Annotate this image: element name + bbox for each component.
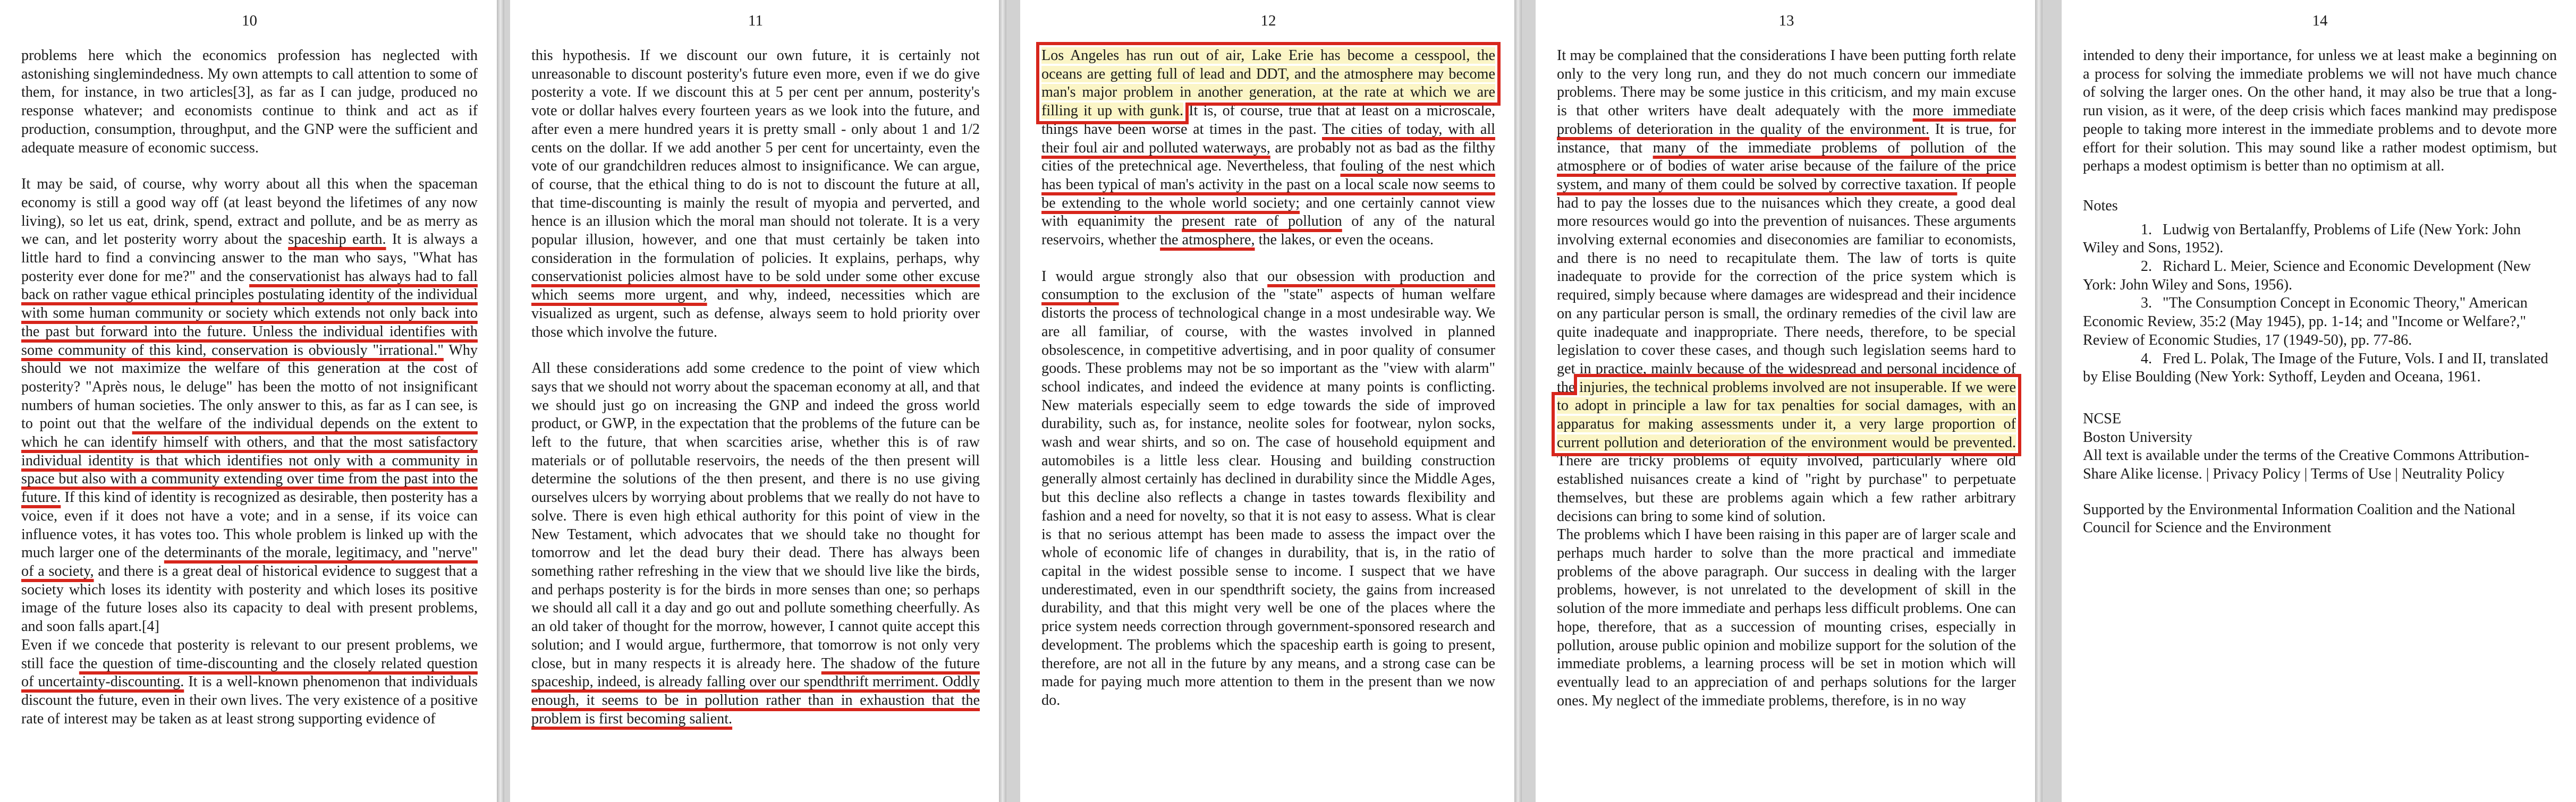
note-text: Ludwig von Bertalanffy, Problems of Life (New York: John Wiley and Sons, 1952). xyxy=(2083,221,2521,257)
note-text: Richard L. Meier, Science and Economic Development (New York: John Wiley and Sons, 1956). xyxy=(2083,258,2531,293)
underlined-phrase: conservationist policies almost have to be sold under some other excuse which seems more urgent, xyxy=(531,268,980,304)
notes-list xyxy=(2083,221,2557,387)
underlined-phrase: present rate of pollution xyxy=(1182,213,1342,230)
page-number: 10 xyxy=(242,12,257,29)
note-item xyxy=(2083,350,2557,387)
paragraph: problems here which the economics profession has neglected with astonishing singlemindedness. My own attempts to call attention to some of them, for instance, in two articles[3], as far as I can judge, produced no response whatever; and economists continue to think and act as if production, consumption, throughput, and the GNP were the sufficient and adequate measure of economic success. xyxy=(21,47,478,156)
note-text: "The Consumption Concept in Economic Theory," American Economic Review, 35:2 (May 1945), pp. 1-14; and "Income or Welfare?," Review of Economic Studies, 17 (1949-50), pp. 77-86. xyxy=(2083,295,2528,348)
paragraph-remainder: It is, of course, true that at least on a microscale, things have been worse at times in the past. The cities of today, with all their foul air and polluted waterways, are probably not as bad as the filthy cities of the pretechnical age. Nevertheless, that fouling of the nest which has been typical of man's activity in the past on a local scale now seems to be extending to the whole world society; and one certainly cannot view with equanimity the present rate of pollution of any of the natural reservoirs, whether the atmosphere, the lakes, or even the oceans. xyxy=(1041,103,1496,249)
underlined-phrase: The shadow of the future spaceship, indeed, is already falling over our spendthrift merriment. Oddly enough, it seems to be in pollution rather than in exhaustion that the problem is first becoming salient. xyxy=(531,655,980,727)
underlined-phrase: the question of time-discounting and the closely related question of uncertainty-discounting. xyxy=(21,655,478,690)
underlined-phrase: many of the immediate problems of pollution of the atmosphere or of bodies of water arise because of the failure of the price system, and many of them could be solved by corrective taxation. xyxy=(1557,139,2016,193)
footer-org: NCSE xyxy=(2083,410,2122,427)
paragraph: intended to deny their importance, for unless we at least make a beginning on a process for solving the immediate problems we will not have much chance of solving the larger ones. On the other hand, it may also be true that a long-run vision, as it were, of the deep crisis which faces mankind may predispose people to taking more interest in the immediate problems and to devote more effort for their solution. This may sound like a rather modest optimism, but perhaps a modest optimism is better than no optimism at all. xyxy=(2083,47,2557,175)
page-14 xyxy=(2062,0,2576,802)
page-number: 11 xyxy=(748,12,763,29)
note-number: 3. xyxy=(2140,295,2152,312)
note-number: 2. xyxy=(2140,258,2152,275)
footer-license: All text is available under the terms of the Creative Commons Attribution-Share Alike license. | Privacy Policy | Terms of Use | Neutrality Policy xyxy=(2083,447,2529,483)
underlined-phrase: conservationist has always had to fall back on rather vague ethical principles postulating identity of the individual with some human community or society which extends not only back into the past but forward into the future. Unless the individual identifies with some community of this kind, conservation is obviously "irrational." xyxy=(21,268,478,359)
highlighted-passage: injuries, the technical problems involved are not insuperable. If we were to adopt in principle a law for tax penalties for social damages, with an apparatus for making assessments under it, a very large proportion of current pollution and deterioration of the environment would be prevented. xyxy=(1557,379,2016,451)
paragraph-annotated: this hypothesis. If we discount our own future, it is certainly not unreasonable to discount posterity's future even more, even if we do give posterity a vote. If we discount this at 5 per cent per annum, posterity's vote or dollar halves every fourteen years as we look into the future, and after even a mere hundred years it is pretty small - only about 1 and 1/2 cents on the dollar. If we add another 5 per cent for uncertainty, even the vote of our grandchildren reduces almost to insignificance. We can argue, of course, that the ethical thing to do is not to discount the future at all, that time-discounting is mainly the result of myopia and perverted, and hence is an illusion which the moral man should not tolerate. It is a very popular illusion, however, and one that must certainly be taken into consideration in the formulation of policies. It explains, perhaps, why conservationist policies almost have to be sold under some other excuse which seems more urgent, and why, indeed, necessities which are visualized as urgent, such as defense, always seem to hold priority over those which involve the future. xyxy=(531,47,980,340)
note-item xyxy=(2083,221,2557,258)
paragraph-segment: It may be complained that the considerations I have been putting forth relate only to the very long run, and they do not much concern our immediate problems. There may be some justice in this criticism, and my main excuse is that other writers have dealt adequately with the more immediate problems of deterioration in the quality of the environment. It is true, for instance, that many of the immediate problems of pollution of the atmosphere or of bodies of water arise because of the failure of the price system, and many of them could be solved by corrective taxation. If people had to pay the losses due to the nuisances which they create, a good deal more resources would go into the prevention of nuisances. These arguments involving external economies and diseconomies are familiar to economists, and there is no need to recapitulate them. The law of torts is quite inadequate to provide for the correction of the price system which is required, simply because where damages are widespread and their incidence on any particular person is small, the ordinary remedies of the civil law are quite inadequate and inappropriate. There needs, therefore, to be special legislation to cover these cases, and though such legislation seems hard to get in practice, mainly because of the widespread and personal incidence of the xyxy=(1557,47,2016,396)
footer-university: Boston University xyxy=(2083,429,2192,446)
page-10 xyxy=(0,0,497,802)
underlined-phrase: determinants of the morale, legitimacy, and "nerve" of a society, xyxy=(21,544,478,579)
underlined-phrase: The cities of today, with all their foul air and polluted waterways, xyxy=(1041,121,1495,156)
footer-support: Supported by the Environmental Information Coalition and the National Council for Science and the Environment xyxy=(2083,501,2516,536)
note-text: Fred L. Polak, The Image of the Future, Vols. I and II, translated by Elise Boulding (New York: Sythoff, Leyden and Oceana, 1961. xyxy=(2083,350,2548,386)
note-number: 4. xyxy=(2140,350,2152,367)
underlined-phrase: fouling of the nest which has been typical of man's activity in the past on a local scale now seems to be extending to the whole world society; xyxy=(1041,158,1496,211)
page-12 xyxy=(1020,0,1514,802)
note-item xyxy=(2083,258,2557,294)
paragraph-annotated: It may be said, of course, why worry about all this when the spaceman economy is still a good way off (at least beyond the lifetimes of any now living), so let us eat, drink, spend, extract and pollute, and be as merry as we can, and let posterity worry about the spaceship earth. It is always a little hard to find a convincing answer to the man who says, "What has posterity ever done for me?" and the conservationist has always had to fall back on rather vague ethical principles postulating identity of the individual with some human community or society which extends not only back into the past but forward into the future. Unless the individual identifies with some community of this kind, conservation is obviously "irrational." Why should we not maximize the welfare of this generation at the cost of posterity? "Après nous, le deluge" has been the motto of not insignificant numbers of human societies. The only answer to this, as far as I can see, is to point out that the welfare of the individual depends on the extent to which he can identify himself with others, and that the most satisfactory individual identity is that which identifies not only with a community in space but also with a community extending over time from the past into the future. If this kind of identity is recognized as desirable, then posterity has a voice, even if it does not have a vote; and in a sense, if its voice can influence votes, it has votes too. This whole problem is linked up with the much larger one of the determinants of the morale, legitimacy, and "nerve" of a society, and there is a great deal of historical evidence to suggest that a society which loses its identity with posterity and which loses its positive image of the future loses also its capacity to deal with present problems, and soon falls apart.[4] xyxy=(21,176,478,635)
page-gutter xyxy=(497,0,504,802)
page-gutter xyxy=(2035,0,2043,802)
page-gutter xyxy=(1514,0,1522,802)
underlined-phrase: the welfare of the individual depends on the extent to which he can identify himself with others, and that the most satisfactory individual identity is that which identifies not only with a community in space but also with a community extending over time from the past into the future. xyxy=(21,415,478,506)
page-13 xyxy=(1536,0,2035,802)
underlined-phrase: the atmosphere, xyxy=(1160,232,1255,249)
page-footer xyxy=(2083,410,2557,537)
paragraph-annotated: All these considerations add some credence to the point of view which says that we should not worry about the spaceman economy at all, and that we should just go on increasing the GNP and indeed the gross world product, or GWP, in the expectation that the problems of the future can be left to the future, that when scarcities arise, whether this is of raw materials or of pollutable reservoirs, the needs of the then present will determine the solutions of the then present, and there is no use giving ourselves ulcers by worrying about problems that we really do not have to solve. There is even high ethical authority for this point of view in the New Testament, which advocates that we should take no thought for tomorrow and let the dead bury their dead. There has always been something rather refreshing in the view that we should live like the birds, and perhaps posterity is for the birds in more senses than one; so perhaps we should all call it a day and go out and pollute something cheerfully. As an old taker of thought for the morrow, however, I cannot quite accept this solution; and I would argue, furthermore, that tomorrow is not only very close, but in many respects it is already here. The shadow of the future spaceship, indeed, is already falling over our spendthrift merriment. Oddly enough, it seems to be in pollution rather than in exhaustion that the problem is first becoming salient. xyxy=(531,360,980,727)
paragraph: The problems which I have been raising in this paper are of larger scale and perhaps much harder to solve than the more practical and immediate problems of the above paragraph. Our success in dealing with the larger problems, however, is not unrelated to the development of skill in the solution of the more immediate and perhaps less difficult problems. One can hope, therefore, that as a succession of mounting crises, especially in pollution, arouse public opinion and mobilize support for the solution of the immediate problems, a learning process will be set in motion which will eventually lead to an appreciation of and perhaps solutions for the larger ones. My neglect of the immediate problems, therefore, is in no way xyxy=(1557,526,2016,709)
page-gutter xyxy=(999,0,1006,802)
page-number: 13 xyxy=(1778,12,1794,29)
note-number: 1. xyxy=(2140,221,2152,238)
underlined-phrase: more immediate problems of deterioration in the quality of the environment. xyxy=(1557,103,2016,138)
page-11 xyxy=(510,0,999,802)
page-body xyxy=(1557,47,2016,710)
paragraph-annotated: Even if we concede that posterity is relevant to our present problems, we still face the question of time-discounting and the closely related question of uncertainty-discounting. It is a well-known phenomenon that individuals discount the future, even in their own lives. The very existence of a positive rate of interest may be taken as at least strong supporting evidence of xyxy=(21,636,478,727)
page-number: 12 xyxy=(1260,12,1276,29)
note-item xyxy=(2083,294,2557,349)
page-body xyxy=(2083,47,2557,537)
underlined-phrase: our obsession with production and consumption xyxy=(1041,268,1495,303)
page-body xyxy=(1041,47,1495,710)
underlined-phrase: spaceship earth. xyxy=(288,231,386,248)
page-body xyxy=(21,47,478,728)
page-body xyxy=(531,47,980,728)
paragraph-annotated: I would argue strongly also that our obsession with production and consumption to the exclusion of the "state" aspects of human welfare distorts the process of technological change in a most undesirable way. We are all familiar, of course, with the wastes involved in planned obsolescence, in competitive advertising, and in poor quality of consumer goods. These problems may not be so important as the "view with alarm" school indicates, and indeed the evidence at many points is conflicting. New materials especially seem to edge towards the side of improved durability, such as, for instance, neolite soles for footwear, nylon socks, wash and wear shirts, and so on. The case of household equipment and automobiles is a little less clear. Housing and building construction generally almost certainly has declined in durability since the Middle Ages, but this decline also reflects a change in tastes towards flexibility and fashion and a need for novelty, so that it is not easy to assess. What is clear is that no serious attempt has been made to assess the impact over the whole of economic life of changes in durability, that is, in the ratio of capital in the widest possible sense to income. I suspect that we have underestimated, even in our spendthrift society, the gains from increased durability, and that this might very well be one of the places where the price system needs correction through government-sponsored research and development. The problems which the spaceship earth is going to present, therefore, are not all in the future by any means, and a strong case can be made for paying much more attention to them in the present than we now do. xyxy=(1041,268,1495,709)
highlighted-passage: Los Angeles has run out of air, Lake Erie has become a cesspool, the oceans are getting full of lead and DDT, and the atmosphere may become man's major problem in another generation, at the rate at which we are filling it up with gunk. xyxy=(1041,47,1495,120)
paragraph-annotated: It may be complained that the considerations I have been putting forth relate only to the very long run, and they do not much concern our immediate problems. There may be some justice in this criticism, and my main excuse is that other writers have dealt adequately with the more immediate problems of deterioration in the quality of the environment. It is true, for instance, that many of the immediate problems of pollution of the atmosphere or of bodies of water arise because of the failure of the price system, and many of them could be solved by corrective taxation. If people had to pay the losses due to the nuisances which they create, a good deal more resources would go into the prevention of nuisances. These arguments involving external economies and diseconomies are familiar to economists, and there is no need to recapitulate them. The law of torts is quite inadequate to provide for the correction of the price system which is required, simply because where damages are widespread and their incidence on any particular person is small, the ordinary remedies of the civil law are quite inadequate and inappropriate. There needs, therefore, to be special legislation to cover these cases, and though such legislation seems hard to get in practice, mainly because of the widespread and personal incidence of the injuries, the technical problems involved are not insuperable. If we were to adopt in principle a law for tax penalties for social damages, with an apparatus for making assessments under it, a very large proportion of current pollution and deterioration of the environment would be prevented. There are tricky problems of equity involved, particularly where old established nuisances create a kind of "right by purchase" to perpetuate themselves, but these are problems again which a few rather arbitrary decisions can bring to some kind of solution. xyxy=(1557,47,2016,525)
paragraph-annotated xyxy=(1041,47,1495,250)
notes-heading: Notes xyxy=(2083,197,2118,214)
page-number: 14 xyxy=(2312,12,2328,29)
